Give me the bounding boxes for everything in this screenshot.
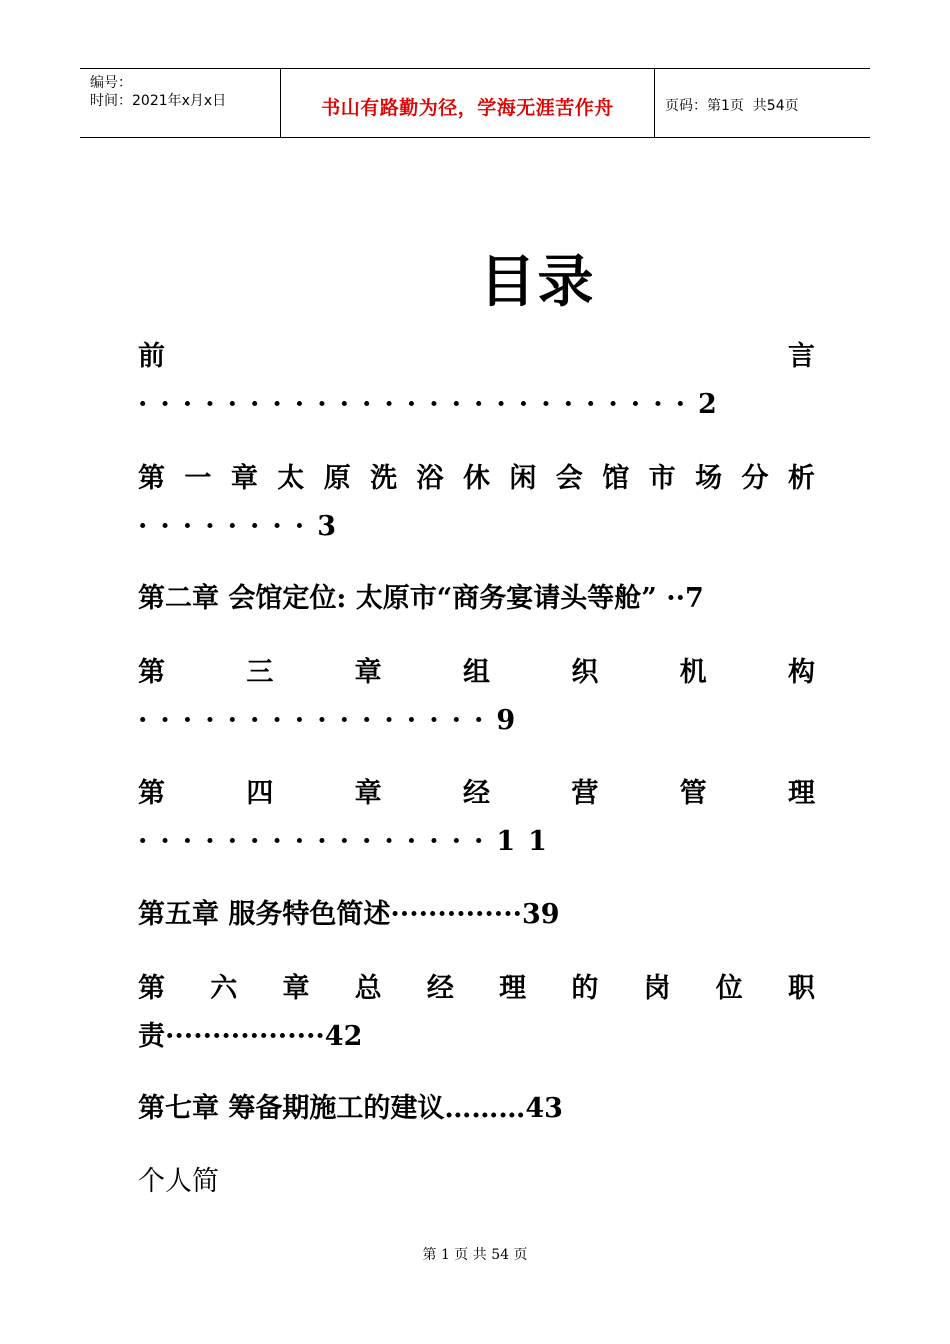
time-label: 时间：2021年x月x日 xyxy=(90,93,227,109)
toc-char: 第 xyxy=(138,657,165,688)
toc-bio: 个人简 xyxy=(138,1166,219,1197)
toc-char: 三 xyxy=(246,657,274,688)
page-header xyxy=(80,68,870,138)
toc-char: 洗 xyxy=(370,463,398,494)
toc-char: 六 xyxy=(210,973,238,1004)
toc-chapter-4 xyxy=(138,777,815,811)
toc-char: 休 xyxy=(462,463,490,494)
header-right-cell xyxy=(655,69,870,137)
toc-char: 会 xyxy=(555,463,583,494)
toc-char: 营 xyxy=(571,778,599,809)
leader-dots: ·························2 xyxy=(138,389,730,420)
toc-chapter-3-leader xyxy=(138,704,815,738)
toc-char: 馆 xyxy=(602,463,630,494)
toc-preface-last: 言 xyxy=(788,341,815,372)
toc-char: 析 xyxy=(787,463,815,494)
number-label: 编号： xyxy=(90,75,132,91)
page-info: 页码：第1页 共54页 xyxy=(665,98,799,114)
leader-dots: ················9 xyxy=(138,705,529,736)
toc-chapter-6 xyxy=(138,972,815,1006)
toc-char: 章 xyxy=(354,778,382,809)
motto: 书山有路勤为径，学海无涯苦作舟 xyxy=(321,97,614,119)
toc-char: 一 xyxy=(184,463,212,494)
header-left-cell xyxy=(80,69,281,137)
toc-chapter-5: 第五章 服务特色简述··············39 xyxy=(138,899,560,930)
leader-dots: ················11 xyxy=(138,826,560,857)
toc-char: 浴 xyxy=(416,463,444,494)
toc-char: 四 xyxy=(246,778,274,809)
toc-char: 第 xyxy=(138,973,165,1004)
toc-char: 章 xyxy=(230,463,258,494)
toc-preface-leader xyxy=(138,388,815,422)
toc-char: 机 xyxy=(679,657,707,688)
toc-char: 太 xyxy=(277,463,305,494)
toc-char: 经 xyxy=(426,973,454,1004)
toc-chapter-7: 第七章 筹备期施工的建议………43 xyxy=(138,1093,563,1124)
toc-chapter-2: 第二章 会馆定位: 太原市“商务宴请头等舱” ··7 xyxy=(138,583,704,614)
toc-preface-first: 前 xyxy=(138,341,165,372)
toc-chapter-1-leader xyxy=(138,510,815,544)
toc-char: 职 xyxy=(787,973,815,1004)
toc-char: 市 xyxy=(648,463,676,494)
toc-char: 章 xyxy=(282,973,310,1004)
toc-preface xyxy=(138,340,815,374)
toc-char: 理 xyxy=(499,973,527,1004)
toc-char: 的 xyxy=(571,973,599,1004)
toc-chapter-1 xyxy=(138,462,815,496)
toc-char: 管 xyxy=(679,778,707,809)
toc-char: 经 xyxy=(462,778,490,809)
toc-char: 位 xyxy=(715,973,743,1004)
toc-char: 分 xyxy=(741,463,769,494)
toc-char: 第 xyxy=(138,778,165,809)
toc-char: 场 xyxy=(695,463,723,494)
page-footer: 第 1 页 共 54 页 xyxy=(422,1247,528,1263)
toc-char: 章 xyxy=(354,657,382,688)
toc-chapter-6-cont: 责·················42 xyxy=(138,1021,363,1052)
header-motto-cell xyxy=(281,69,655,137)
toc-chapter-4-leader xyxy=(138,825,815,859)
toc-char: 构 xyxy=(787,657,815,688)
toc-char: 组 xyxy=(462,657,490,688)
leader-dots: ········3 xyxy=(138,511,349,542)
toc-char: 总 xyxy=(354,973,382,1004)
toc-char: 闲 xyxy=(509,463,537,494)
toc-char: 原 xyxy=(323,463,351,494)
toc-char: 理 xyxy=(787,778,815,809)
page-title: 目录 xyxy=(479,250,596,315)
toc-char: 织 xyxy=(571,657,599,688)
toc-char: 第 xyxy=(138,463,165,494)
toc-chapter-3 xyxy=(138,656,815,690)
toc-char: 岗 xyxy=(643,973,671,1004)
